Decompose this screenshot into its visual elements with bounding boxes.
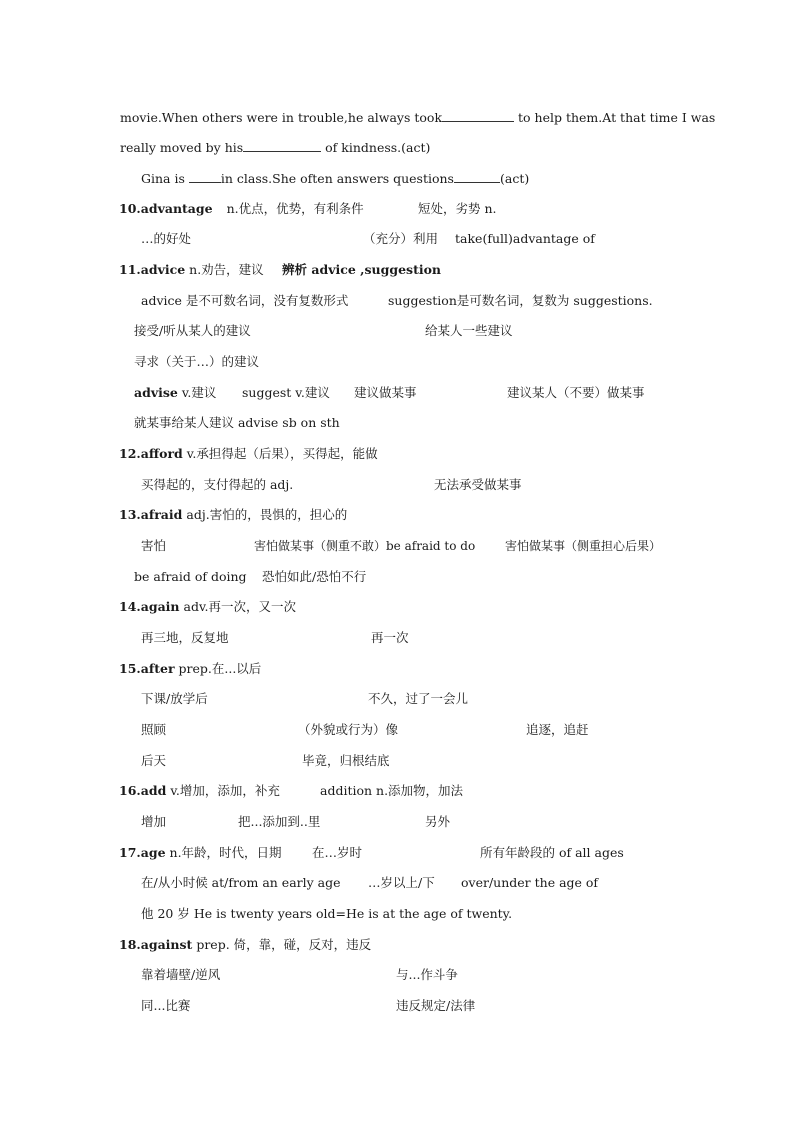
phrase: 建议某人（不要）做某事	[507, 385, 645, 400]
entry-definition-2: 辨析 advice ,suggestion	[282, 262, 442, 277]
phrase: 害怕	[141, 538, 167, 553]
entry-number: 11.advice	[119, 262, 186, 277]
phrase: 靠着墙壁/逆风	[141, 967, 221, 982]
phrase: advice 是不可数名词，没有复数形式	[141, 293, 349, 308]
entry-definition-2: addition n.添加物，加法	[320, 783, 464, 798]
phrase: 就某事给某人建议 advise sb on sth	[134, 415, 340, 430]
phrase: 后天	[141, 753, 167, 768]
text-line-1	[120, 109, 715, 126]
entry-17-heading	[119, 845, 282, 861]
phrase: …的好处	[141, 231, 192, 246]
entry-number: 10.advantage	[119, 201, 213, 216]
advise-row	[134, 385, 216, 401]
phrase: 给某人一些建议	[425, 323, 513, 338]
line-text: movie.When others were in trouble,he always took	[120, 110, 443, 125]
entry-definition-3: 所有年龄段的 of all ages	[480, 845, 624, 860]
line-text: in class.She often answers questions	[220, 171, 454, 186]
phrase: advise	[134, 385, 178, 400]
entry-number: 16.add	[119, 783, 167, 798]
entry-definition: adv.再一次，又一次	[183, 599, 297, 614]
entry-definition: n.年龄，时代，日期	[169, 845, 282, 860]
phrase: suggestion是可数名词，复数为 suggestions.	[388, 293, 653, 308]
phrase: 再一次	[371, 630, 409, 645]
phrase: 他 20 岁 He is twenty years old=He is at the age of twenty.	[141, 906, 513, 921]
phrase: be afraid of doing	[134, 569, 247, 584]
entry-13-heading	[119, 507, 347, 523]
entry-11-heading	[119, 262, 264, 278]
phrase: 照顾	[141, 722, 167, 737]
entry-number: 12.afford	[119, 446, 183, 461]
phrase: …岁以上/下	[368, 875, 435, 890]
entry-number: 15.after	[119, 661, 175, 676]
phrase: suggest v.建议	[242, 385, 330, 400]
text-line-3	[141, 170, 529, 187]
line-text: to help them.At that time I was	[518, 110, 716, 125]
phrase: 追逐，追赶	[526, 722, 589, 737]
entry-definition: prep. 倚，靠，碰，反对，违反	[196, 937, 372, 952]
phrase: 把...添加到..里	[238, 814, 321, 829]
entry-10-heading	[119, 201, 364, 217]
entry-number: 14.again	[119, 599, 180, 614]
phrase: 害怕做某事（侧重担心后果）	[505, 539, 662, 553]
phrase: 下课/放学后	[141, 691, 208, 706]
entry-definition: v.增加，添加，补充	[170, 783, 280, 798]
entry-definition: v.承担得起（后果），买得起，能做	[186, 446, 378, 461]
entry-number: 17.age	[119, 845, 166, 860]
phrase: （充分）利用	[363, 231, 439, 246]
phrase: 再三地，反复地	[141, 630, 229, 645]
entry-14-heading	[119, 599, 296, 615]
fill-blank[interactable]	[454, 170, 500, 183]
text-line-2	[120, 139, 430, 156]
phrase: 不久，过了一会儿	[368, 691, 469, 706]
line-text: (act)	[499, 171, 530, 186]
phrase: 违反规定/法律	[396, 998, 476, 1013]
phrase: 与...作斗争	[396, 967, 458, 982]
entry-12-heading	[119, 446, 378, 462]
line-text: Gina is	[141, 171, 185, 186]
entry-15-heading	[119, 661, 261, 677]
fill-blank[interactable]	[243, 139, 321, 152]
line-text: of kindness.(act)	[325, 140, 431, 155]
entry-16-heading	[119, 783, 280, 799]
phrase: （外貌或行为）像	[298, 722, 399, 737]
phrase: 另外	[425, 814, 451, 829]
phrase: 增加	[141, 814, 167, 829]
entry-definition: n.优点，优势，有利条件	[226, 201, 364, 216]
phrase: 无法承受做某事	[434, 477, 522, 492]
phrase: over/under the age of	[461, 875, 599, 890]
entry-18-heading	[119, 937, 371, 953]
phrase: v.建议	[181, 385, 217, 400]
entry-definition-2: 短处，劣势 n.	[418, 201, 497, 216]
phrase: 害怕做某事（侧重不敢）be afraid to do	[254, 539, 476, 553]
fill-blank[interactable]	[189, 170, 221, 183]
line-text: really moved by his	[120, 140, 244, 155]
phrase: 恐怕如此/恐怕不行	[262, 569, 367, 584]
entry-number: 18.against	[119, 937, 193, 952]
entry-number: 13.afraid	[119, 507, 183, 522]
phrase: 寻求（关于…）的建议	[134, 354, 260, 369]
entry-definition: n.劝告，建议	[189, 262, 264, 277]
phrase: 在/从小时候 at/from an early age	[141, 875, 341, 890]
entry-definition: adj.害怕的，畏惧的，担心的	[186, 507, 348, 522]
fill-blank[interactable]	[442, 109, 514, 122]
phrase: 买得起的，支付得起的 adj.	[141, 477, 294, 492]
entry-definition: prep.在...以后	[178, 661, 262, 676]
phrase: 毕竟，归根结底	[302, 753, 390, 768]
entry-definition-2: 在…岁时	[312, 845, 363, 860]
phrase: take(full)advantage of	[455, 231, 595, 246]
phrase: 接受/听从某人的建议	[134, 323, 251, 338]
phrase: 同...比赛	[141, 998, 191, 1013]
phrase: 建议做某事	[354, 385, 417, 400]
